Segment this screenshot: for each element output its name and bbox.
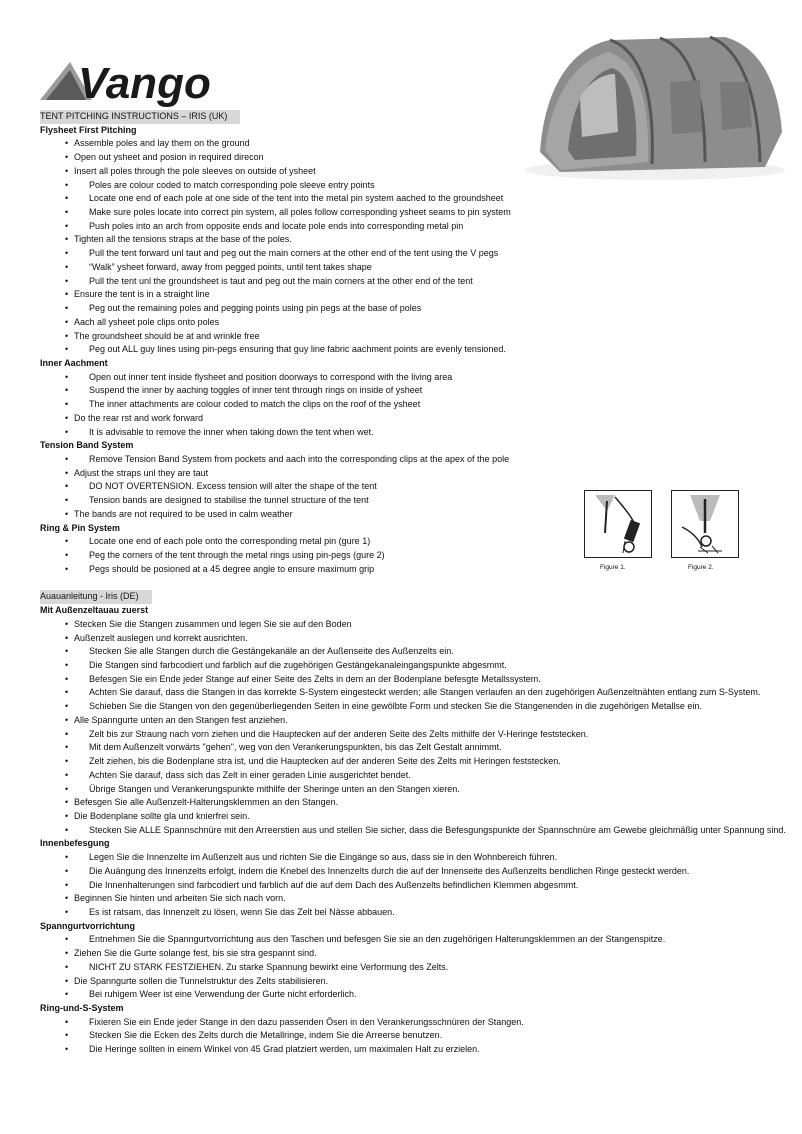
- list-item: • NICHT ZU STARK FESTZIEHEN. Zu starke Spannung bewirkt eine Verformung des Zelts.: [40, 961, 780, 975]
- de-span-heading: Spanngurtvorrichtung: [40, 920, 135, 931]
- list-item: • Assemble poles and lay them on the ground: [40, 137, 780, 151]
- uk-inner-heading: Inner Aachment: [40, 357, 108, 368]
- de-ring-heading: Ring-und-S-System: [40, 1003, 124, 1013]
- uk-tension-heading: Tension Band System: [40, 440, 134, 451]
- list-item: • Legen Sie die Innenzelte im Außenzelt aus und richten Sie die Eingänge so aus, dass sie in den Wohnbereich führen.: [40, 851, 780, 865]
- list-item: • Fixieren Sie ein Ende jeder Stange in den dazu passenden Ösen in den Verankerungsschnüren der Stangen.: [40, 1016, 780, 1030]
- figure-2-caption: Figure 2.: [688, 564, 714, 571]
- list-item: • Beginnen Sie hinten und arbeiten Sie sich nach vorn.: [40, 892, 780, 906]
- list-item: • Achten Sie darauf, dass die Stangen in das korrekte S-System eingesteckt werden; alle Stangen verlaufen an den zugehörigen Außenzeltnähten entlang zum S-System.: [40, 686, 780, 700]
- list-item: • Ensure the tent is in a straight line: [40, 288, 780, 302]
- list-item: • Mit dem Außenzelt vorwärts "gehen", weg von den Verankerungspunkten, bis das Zelt Gestalt annimmt.: [40, 741, 780, 755]
- list-item: • Pull the tent forward unl taut and peg out the main corners at the other end of the tent using the V pegs: [40, 247, 780, 261]
- list-item: • Zelt bis zur Straung nach vorn ziehen und die Hauptecken auf der anderen Seite des Zelts mithilfe der V-Heringe feststecken.: [40, 728, 780, 742]
- de-flysheet-heading: Mit Außenzeltauau zuerst: [40, 605, 149, 616]
- list-item: • Die Innenhalterungen sind farbcodiert und farblich auf die auf dem Dach des Außenzelts befindlichen Klemmen abgesmmt.: [40, 879, 780, 893]
- list-item: • “Walk” ysheet forward, away from pegged points, until tent takes shape: [40, 261, 780, 275]
- list-item: • Stecken Sie die Stangen zusammen und legen Sie sie auf den Boden: [40, 618, 780, 632]
- list-item: • Achten Sie darauf, dass sich das Zelt in einer geraden Linie ausgerichtet bendet.: [40, 769, 780, 783]
- list-item: • Remove Tension Band System from pockets and aach into the corresponding clips at the apex of the pole: [40, 453, 780, 467]
- list-item: • The inner attachments are colour coded to match the clips on the roof of the ysheet: [40, 398, 780, 412]
- list-item: • Suspend the inner by aaching toggles of inner tent through rings on inside of ysheet: [40, 384, 780, 398]
- list-item: • Schieben Sie die Stangen von den gegenüberliegenden Seiten in eine gewölbte Form und stecken Sie die Stangenenden in die zugehörigen Metallse ein.: [40, 700, 780, 714]
- de-inner-heading: Innenbefesgung: [40, 838, 110, 849]
- list-item: • It is advisable to remove the inner when taking down the tent when wet.: [40, 426, 780, 440]
- list-item: • Die Auängung des Innenzelts erfolgt, indem die Knebel des Innenzelts durch die auf der Innenseite des Außenzelts bendlichen Ringe gesteckt werden.: [40, 865, 780, 879]
- list-item: • Bei ruhigem Weer ist eine Verwendung der Gurte nicht erforderlich.: [40, 988, 780, 1002]
- list-item: • Stecken Sie die Ecken des Zelts durch die Metallringe, indem Sie die Arreerse benutzen.: [40, 1029, 780, 1043]
- list-item: • Die Stangen sind farbcodiert und farblich auf die zugehörigen Gestängekanaleingangspunkte abgesmmt.: [40, 659, 780, 673]
- list-item: • DO NOT OVERTENSION. Excess tension will alter the shape of the tent: [40, 480, 780, 494]
- list-item: • Zelt ziehen, bis die Bodenplane stra ist, und die Hauptecken auf der anderen Seite des Zelts mit Heringen feststecken.: [40, 755, 780, 769]
- list-item: • Push poles into an arch from opposite ends and locate pole ends into corresponding metal pin: [40, 220, 780, 234]
- de-title: Auauanleitung - Iris (DE): [40, 590, 152, 604]
- list-item: • Die Bodenplane sollte gla und knierfrei sein.: [40, 810, 780, 824]
- list-item: • Befesgen Sie ein Ende jeder Stange auf einer Seite des Zelts in dem an der Bodenplane befesgte Metallssystem.: [40, 673, 780, 687]
- list-item: • Aach all ysheet pole clips onto poles: [40, 316, 780, 330]
- list-item: • Peg out the remaining poles and pegging points using pin pegs at the base of poles: [40, 302, 780, 316]
- list-item: • Befesgen Sie alle Außenzelt-Halterungsklemmen an den Stangen.: [40, 796, 780, 810]
- list-item: • Die Spanngurte sollen die Tunnelstruktur des Zelts stabilisieren.: [40, 975, 780, 989]
- list-item: • Peg out ALL guy lines using pin-pegs ensuring that guy line fabric aachment points are evenly tensioned.: [40, 343, 780, 357]
- list-item: • Insert all poles through the pole sleeves on outside of ysheet: [40, 165, 780, 179]
- uk-flysheet-heading: Flysheet First Pitching: [40, 124, 137, 135]
- list-item: • Ziehen Sie die Gurte solange fest, bis sie stra gespannt sind.: [40, 947, 780, 961]
- list-item: • Do the rear rst and work forward: [40, 412, 780, 426]
- uk-ring-heading: Ring & Pin System: [40, 522, 121, 533]
- figure-1-caption: Figure 1.: [600, 564, 626, 571]
- list-item: • Außenzelt auslegen und korrekt ausrichten.: [40, 632, 780, 646]
- list-item: • Stecken Sie alle Stangen durch die Gestängekanäle an der Außenseite des Außenzelts ein.: [40, 645, 780, 659]
- list-item: • Die Heringe sollten in einem Winkel von 45 Grad platziert werden, um maximalen Halt zu erzielen.: [40, 1043, 780, 1057]
- list-item: • Es ist ratsam, das Innenzelt zu lösen, wenn Sie das Zelt bei Nässe abbauen.: [40, 906, 780, 920]
- vango-logo: [40, 58, 255, 110]
- list-item: • Open out ysheet and posion in required direcon: [40, 151, 780, 165]
- list-item: • Pull the tent unl the groundsheet is taut and peg out the main corners at the other end of the tent: [40, 275, 780, 289]
- list-item: • Open out inner tent inside flysheet and position doorways to correspond with the living area: [40, 371, 780, 385]
- list-item: • Poles are colour coded to match corresponding pole sleeve entry points: [40, 179, 780, 193]
- list-item: • Tighten all the tensions straps at the base of the poles.: [40, 233, 780, 247]
- uk-title: TENT PITCHING INSTRUCTIONS – IRIS (UK): [40, 110, 240, 124]
- list-item: • Alle Spanngurte unten an den Stangen fest anziehen.: [40, 714, 780, 728]
- list-item: • Locate one end of each pole at one side of the tent into the metal pin system aached to the groundsheet: [40, 192, 780, 206]
- list-item: • The groundsheet should be at and wrinkle free: [40, 330, 780, 344]
- instructions: [40, 110, 786, 1057]
- list-item: • Tension bands are designed to stabilise the tunnel structure of the tent: [40, 494, 780, 508]
- list-item: • Übrige Stangen und Verankerungspunkte mithilfe der Sheringe unten an den Stangen xieren.: [40, 783, 780, 797]
- list-item: • Adjust the straps unl they are taut: [40, 467, 780, 481]
- list-item: • The bands are not required to be used in calm weather: [40, 508, 780, 522]
- list-item: • Entnehmen Sie die Spanngurtvorrichtung aus den Taschen und befesgen Sie sie an den zugehörigen Halterungsklemmen an der Stangenspitze.: [40, 933, 780, 947]
- logo-wordmark: Vango: [78, 59, 211, 108]
- list-item: • Pegs should be posioned at a 45 degree angle to ensure maximum grip: [40, 563, 780, 577]
- list-item: • Locate one end of each pole onto the corresponding metal pin (gure 1): [40, 535, 780, 549]
- list-item: • Peg the corners of the tent through the metal rings using pin-pegs (gure 2): [40, 549, 780, 563]
- list-item: • Make sure poles locate into correct pin system, all poles follow corresponding ysheet seams to pin system: [40, 206, 780, 220]
- list-item: • Stecken Sie ALLE Spannschnüre mit den Arreerstien aus und stellen Sie sicher, dass die Befesgungspunkte der Spannschnüre am Gewebe gleichmäßig unter Spannung sind.: [40, 824, 780, 838]
